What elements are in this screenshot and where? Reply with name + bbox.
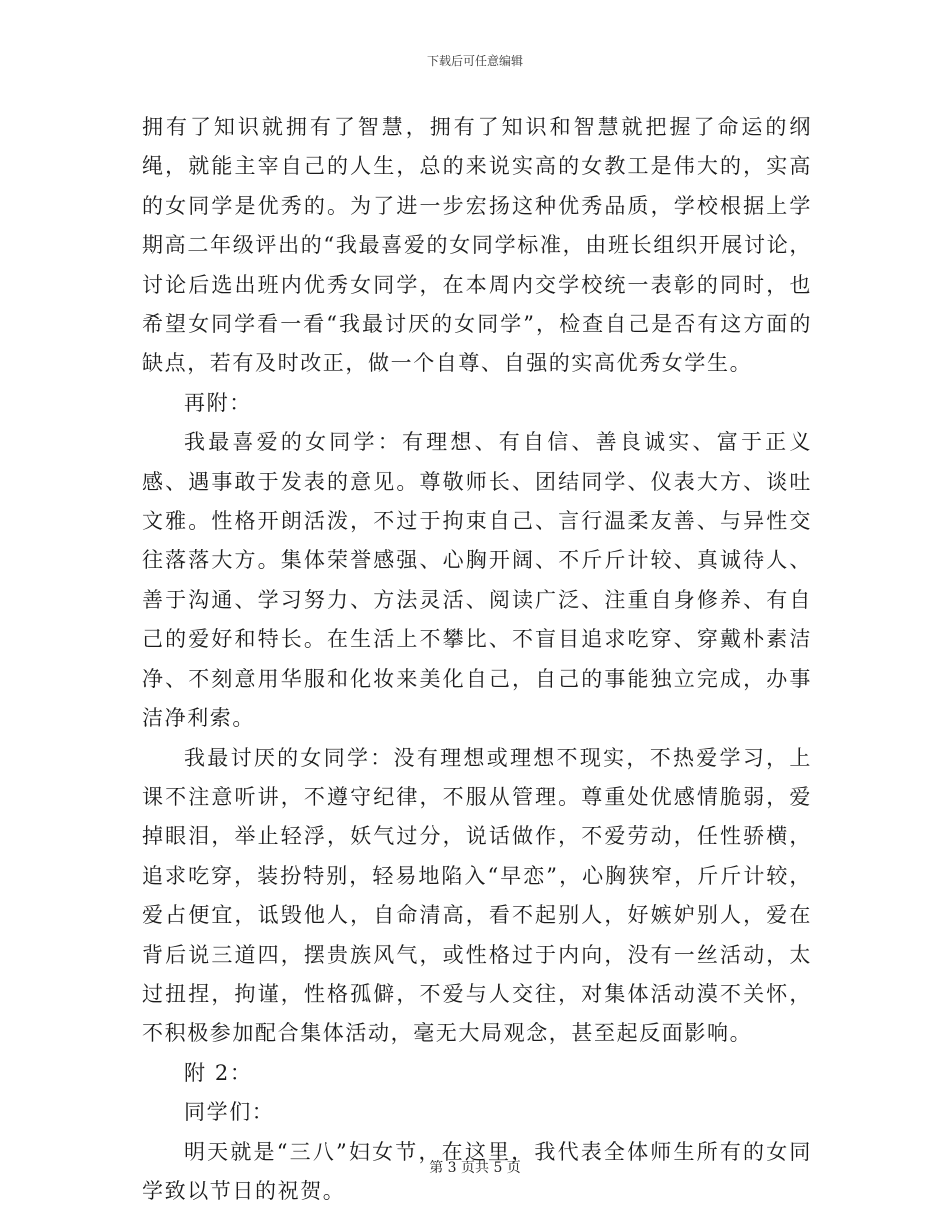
paragraph-appendix-heading: 再附： (184, 390, 252, 415)
paragraph-intro: 拥有了知识就拥有了智慧，拥有了知识和智慧就把握了命运的纲绳，就能主宰自己的人生，总的来说实高的女教工是伟大的，实高的女同学是优秀的。为了进一步宏扬这种优秀品质，学校根据上学期高二年级评出的“我最喜爱的女同学标准，由班长组织开展讨论，讨论后选出班内优秀女同学，在本周内交学校统一表彰的同时，也希望女同学看一看“我最讨厌的女同学”，检查自己是否有这方面的缺点，若有及时改正，做一个自尊、自强的实高优秀女学生。 (142, 115, 812, 376)
paragraph-greeting: 明天就是“三八”妇女节，在这里，我代表全体师生所有的女同学致以节日的祝贺。 (142, 1139, 812, 1203)
paragraph-salutation: 同学们： (184, 1100, 275, 1125)
paragraph-appendix-2-heading: 附 2： (184, 1060, 253, 1085)
page-header: 下载后可任意编辑 (426, 54, 523, 68)
paragraph-disliked-classmate: 我最讨厌的女同学：没有理想或理想不现实，不热爱学习，上课不注意听讲，不遵守纪律，不服从管理。尊重处优感情脆弱，爱掉眼泪，举止轻浮，妖气过分，说话做作，不爱劳动，任性骄横，追求吃穿，装扮特别，轻易地陷入“早恋”，心胸狭窄，斤斤计较，爱占便宜，诋毁他人，自命清高，看不起别人，好嫉妒别人，爱在背后说三道四，摆贵族风气，或性格过于内向，没有一丝活动，太过扭捏，拘谨，性格孤僻，不爱与人交往，对集体活动漠不关怀，不积极参加配合集体活动，毫无大局观念，甚至起反面影响。 (142, 745, 812, 1046)
document-body (142, 108, 812, 1211)
paragraph-favorite-classmate: 我最喜爱的女同学：有理想、有自信、善良诚实、富于正义感、遇事敢于发表的意见。尊敬师长、团结同学、仪表大方、谈吐文雅。性格开朗活泼，不过于拘束自己、言行温柔友善、与异性交往落落大方。集体荣誉感强、心胸开阔、不斤斤计较、真诚待人、善于沟通、学习努力、方法灵活、阅读广泛、注重自身修养、有自己的爱好和特长。在生活上不攀比、不盲目追求吃穿、穿戴朴素洁净、不刻意用华服和化妆来美化自己，自己的事能独立完成，办事洁净利索。 (142, 430, 812, 731)
page-footer: 第 3 页共 5 页 (429, 1160, 521, 1176)
